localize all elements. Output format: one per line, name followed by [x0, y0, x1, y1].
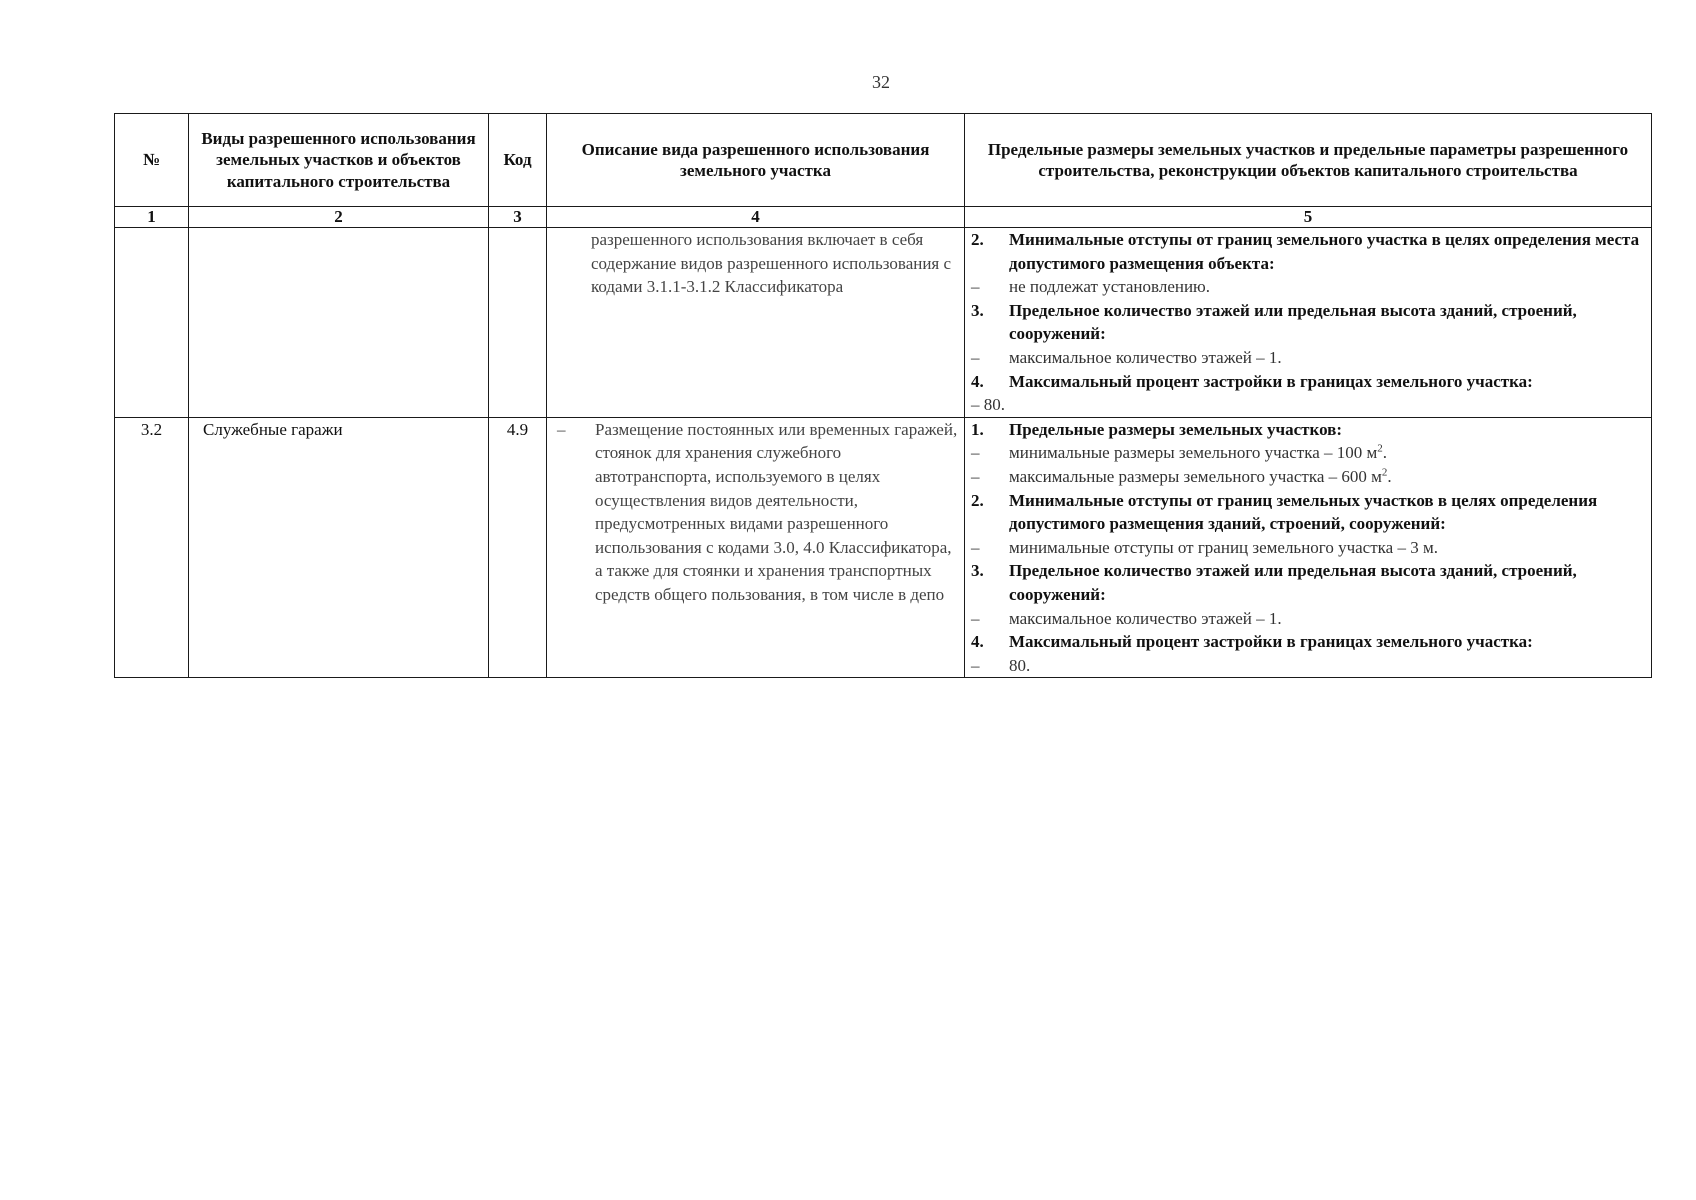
cell-limits [965, 417, 1652, 678]
permitted-use-table [114, 113, 1652, 678]
dash-mark: – [971, 277, 980, 297]
item-number: 2. [971, 490, 984, 510]
value-end: . [1382, 443, 1388, 463]
item-number: 4. [971, 371, 984, 391]
dash-mark: – [557, 419, 566, 439]
item-heading: Предельные размеры земельных участков: [1009, 419, 1343, 439]
value-text: минимальные отступы от границ земельного участка – 3 м. [1009, 537, 1438, 557]
item-heading: Максимальный процент застройки в границах земельного участка: [1009, 632, 1533, 652]
item-heading: Предельное количество этажей или предельная высота зданий, строений, сооружений: [1009, 561, 1577, 604]
item-number: 3. [971, 561, 984, 581]
limit-value [971, 654, 1645, 678]
value-main: максимальные размеры земельного участка – 600 м [1009, 466, 1382, 486]
limit-value [971, 465, 1645, 489]
cell-type [189, 228, 489, 418]
item-number: 2. [971, 230, 984, 249]
value-text: не подлежат установлению. [1009, 277, 1211, 297]
item-number: 4. [971, 632, 984, 652]
dash-mark: – [971, 347, 980, 367]
cell-description [547, 228, 965, 418]
value-text: максимальное количество этажей – 1. [1009, 608, 1282, 628]
column-number: 2 [189, 207, 489, 228]
item-number: 1. [971, 419, 984, 439]
value-text: максимальное количество этажей – 1. [1009, 347, 1282, 367]
limit-value [971, 536, 1645, 560]
limit-value [971, 607, 1645, 631]
superscript: 2 [1377, 442, 1383, 455]
dash-mark: – [971, 655, 980, 675]
value-main: минимальные размеры земельного участка – 100 м [1009, 443, 1378, 463]
column-number-row [115, 207, 1652, 228]
value-text [1009, 441, 1645, 465]
item-number: 3. [971, 300, 984, 320]
header-code: Код [489, 114, 547, 207]
item-heading: Минимальные отступы от границ земельных участков в целях определения допустимого размещения зданий, строений, сооружений: [1009, 490, 1598, 534]
page-number: 32 [872, 72, 890, 92]
header-limits: Предельные размеры земельных участков и предельные параметры разрешенного строительства, реконструкции объектов капитального строительства [965, 114, 1652, 207]
value-text: 80. [1009, 655, 1031, 675]
dash-mark: – [971, 537, 980, 557]
limit-value [971, 275, 1645, 299]
dash-mark: – [971, 466, 980, 486]
limit-item [971, 630, 1645, 654]
cell-num [115, 228, 189, 418]
cell-code: 4.9 [489, 417, 547, 678]
table-header-row [115, 114, 1652, 207]
dash-mark: – [971, 608, 980, 628]
item-heading: Минимальные отступы от границ земельного участка в целях определения места допустимого размещения объекта: [1009, 230, 1640, 273]
description-line [553, 418, 958, 607]
cell-num: 3.2 [115, 417, 189, 678]
dash-mark: – [971, 443, 980, 463]
description-text: разрешенного использования включает в себя содержание видов разрешенного использования с кодами 3.1.1-3.1.2 Классификатора [591, 230, 952, 297]
column-number: 4 [547, 207, 965, 228]
item-heading: Максимальный процент застройки в границах земельного участка: [1009, 371, 1533, 391]
header-description: Описание вида разрешенного использования земельного участка [547, 114, 965, 207]
value-end: . [1387, 466, 1392, 486]
limit-item [971, 559, 1645, 606]
value-text [1009, 465, 1645, 489]
limit-item [971, 299, 1645, 346]
cell-type: Служебные гаражи [189, 417, 489, 678]
cell-limits [965, 228, 1652, 418]
superscript: 2 [1381, 466, 1388, 479]
limit-item [971, 370, 1645, 394]
cell-code [489, 228, 547, 418]
limit-value [971, 346, 1645, 370]
limit-value [971, 441, 1645, 465]
item-heading: Предельное количество этажей или предельная высота зданий, строений, сооружений: [1009, 300, 1577, 344]
value-text: – 80. [971, 395, 1005, 415]
limit-item [971, 228, 1645, 275]
limit-item [971, 489, 1645, 536]
table-row [115, 228, 1652, 418]
table-row [115, 417, 1652, 678]
header-types: Виды разрешенного использования земельных участков и объектов капитального строительства [189, 114, 489, 207]
limit-item [971, 418, 1645, 442]
column-number: 3 [489, 207, 547, 228]
cell-description [547, 417, 965, 678]
description-text: Размещение постоянных или временных гаражей, стоянок для хранения служебного автотранспорта, используемого в целях осуществления видов деятельности, предусмотренных видами разрешенного использования с кодами 3.0, 4.0 Классификатора, а также для стоянки и хранения транспортных средств общего пользования, в том числе в депо [595, 419, 958, 604]
column-number: 1 [115, 207, 189, 228]
column-number: 5 [965, 207, 1652, 228]
header-num: № [115, 114, 189, 207]
